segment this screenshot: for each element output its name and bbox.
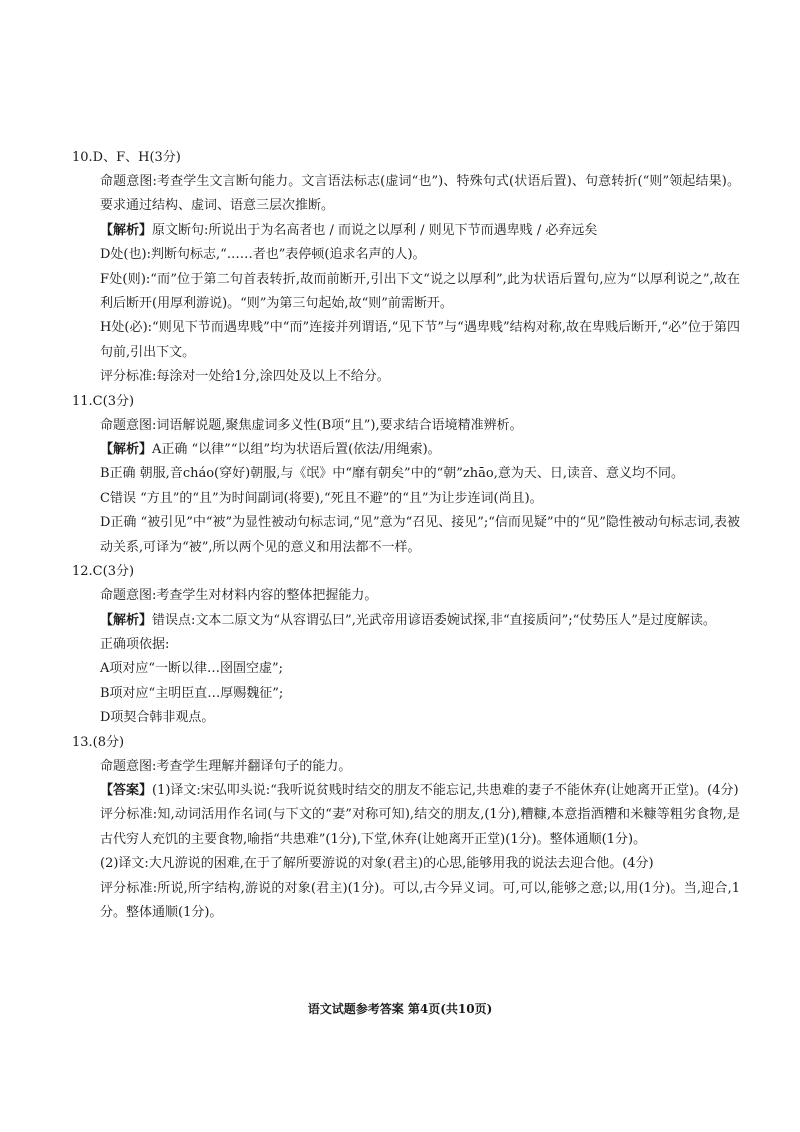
q12-number: 12.C(3分) [72, 564, 135, 580]
q10-point-f: F处(则):“而”位于第二句首表转折,故而前断开,引出下文“说之以厚利”,此为状语后置句,应为“以厚利说之”,故在利后断开(用厚利游说)。“则”为第三句起始,故“则”前需断开。 [100, 271, 740, 312]
q11-option-c: C错误 “方且”的“且”为时间副词(将要),“死且不避”的“且”为让步连词(尚且)。 [100, 490, 543, 506]
q12-analysis-text: 错误点:文本二原文为“从容谓弘曰”,光武帝用谚语委婉试探,非“直接质问”;“仗势压人”是过度解读。 [152, 612, 716, 628]
q11-option-b: B正确 朝服,音cháo(穿好)朝服,与《氓》中“靡有朝矣”中的“朝”zhāo,意为天、日,读音、意义均不同。 [100, 466, 684, 482]
q11-analysis-tag: 【解析】 [100, 442, 153, 458]
q11-intent: 命题意图:词语解说题,聚焦虚词多义性(B项“且”),要求结合语境精准辨析。 [100, 417, 523, 433]
q13-scoring-2: 评分标准:所说,所字结构,游说的对象(君主)(1分)。可以,古今异义词。可,可以,能够之意;以,用(1分)。当,迎合,1分。整体通顺(1分)。 [100, 880, 740, 920]
q10-scoring: 评分标准:每涂对一处给1分,涂四处及以上不给分。 [100, 369, 390, 385]
q10-analysis [72, 219, 740, 243]
q13-scoring-1: 评分标准:知,动词活用作名词(与下文的“妻”对称可知),结交的朋友,(1分),糟糠,本意指酒糟和米糠等粗劣食物,是古代穷人充饥的主要食物,喻指“共患难”(1分),下堂,休弃(让她离开正堂)(1分)。整体通顺(1分)。 [100, 807, 740, 847]
q12-basis-d: D项契合韩非观点。 [100, 710, 215, 726]
q12-analysis-tag: 【解析】 [100, 612, 153, 628]
answer-content [72, 146, 740, 925]
question-11 [72, 390, 740, 560]
page-footer: 语文试题参考答案 第4页(共10页) [307, 1002, 493, 1016]
question-10 [72, 146, 740, 390]
q12-intent: 命题意图:考查学生对材料内容的整体把握能力。 [100, 588, 378, 604]
q13-intent: 命题意图:考查学生理解并翻译句子的能力。 [100, 758, 352, 774]
q10-point-h: H处(必):“则见下节而遇卑贱”中“而”连接并列谓语,“见下节”与“遇卑贱”结构对称,故在卑贱后断开,“必”位于第四句前,引出下文。 [100, 320, 740, 360]
q10-analysis-text: 原文断句:所说出于为名高者也 / 而说之以厚利 / 则见下节而遇卑贱 / 必弃远矣 [152, 222, 598, 238]
q12-basis-b: B项对应“主明臣直…厚赐魏征”; [100, 685, 284, 701]
q13-answer-2: (2)译文:大凡游说的困难,在于了解所要游说的对象(君主)的心思,能够用我的说法去迎合他。(4分) [100, 856, 654, 872]
q11-option-d: D正确 “被引见”中“被”为显性被动句标志词,“见”意为“召见、接见”;“信而见疑”中的“见”隐性被动句标志词,表被动关系,可译为“被”,所以两个见的意义和用法都不一样。 [100, 515, 740, 555]
q12-basis-title: 正确项依据: [100, 636, 170, 652]
q13-answer-tag: 【答案】 [100, 782, 153, 798]
q11-number: 11.C(3分) [72, 393, 135, 409]
q10-intent: 命题意图:考查学生文言断句能力。文言语法标志(虚词“也”)、特殊句式(状语后置)、句意转折(“则”领起结果)。要求通过结构、虚词、语意三层次推断。 [100, 174, 740, 214]
question-12 [72, 560, 740, 730]
q11-option-a [72, 438, 740, 462]
q13-answer-1-text: (1)译文:宋弘叩头说:“我听说贫贱时结交的朋友不能忘记,共患难的妻子不能休弃(让她离开正堂)。(4分) [152, 782, 739, 798]
q10-point-d: D处(也):判断句标志,“……者也”表停顿(追求名声的人)。 [100, 247, 426, 263]
q10-analysis-tag: 【解析】 [100, 222, 153, 238]
q12-analysis [72, 609, 740, 633]
q13-answer-1 [72, 779, 740, 803]
q11-option-a-text: A正确 “以律”“以组”均为状语后置(依法/用绳索)。 [152, 442, 441, 458]
q10-number: 10.D、F、H(3分) [72, 150, 181, 165]
q13-number: 13.(8分) [72, 734, 125, 750]
question-13 [72, 731, 740, 926]
q12-basis-a: A项对应“一断以律…囹圄空虚”; [100, 661, 284, 677]
